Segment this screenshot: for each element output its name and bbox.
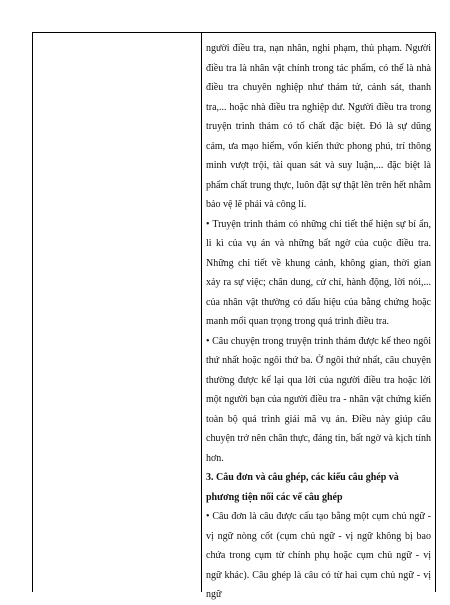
paragraph-investigator: người điều tra, nạn nhân, nghi phạm, thủ phạm. Người điều tra là nhân vật chính trong tác phẩm, có thể là nhà điều tra chuyên nghiệp như thám tử, cảnh sát, thanh tra,... hoặc nhà điều tra nghiệp dư. Người điều tra trong truyện trinh thám có tố chất đặc biệt. Đó là sự dũng cảm, ưa mạo hiểm, vốn kiến thức phong phú, trí thông minh vượt trội, tài quan sát và suy luận,... đặc biệt là phẩm chất trung thực, luôn đặt sự thật lên trên hết nhằm bảo vệ lẽ phải và công lí. [206,43,431,210]
paragraph-sentence-types: • Câu đơn là câu được cấu tạo bằng một cụm chủ ngữ - vị ngữ nòng cốt (cụm chủ ngữ - vị ngữ không bị bao chứa trong cụm từ chính phụ hoặc cụm chủ ngữ - vị ngữ khác). Câu ghép là câu có từ hai cụm chủ ngữ - vị ngữ [206,511,431,600]
paragraph-mystery-details: • Truyện trinh thám có những chi tiết thể hiện sự bí ẩn, li kì của vụ án và những bất ngờ của cuộc điều tra. Những chi tiết về khung cảnh, không gian, thời gian xảy ra sự việc; chân dung, cử chỉ, hành động, lời nói,... của nhân vật thường có dấu hiệu của bằng chứng hoặc manh mối quan trọng trong quá trình điều tra. [206,218,431,327]
left-column-cell [33,33,201,592]
paragraph-narration: • Câu chuyện trong truyện trinh thám được kể theo ngôi thứ nhất hoặc ngôi thứ ba. Ở ngôi thứ nhất, câu chuyện thường được kể lại qua lời của người điều tra hoặc lời một người bạn của người điều tra - nhân vật chứng kiến toàn bộ quá trình giải mã vụ án. Điều này giúp câu chuyện trở nên chân thực, đáng tin, bất ngờ và kịch tính hơn. [206,335,431,464]
right-column-cell [202,33,435,600]
content-table [32,32,436,600]
section-heading: 3. Câu đơn và câu ghép, các kiểu câu ghép và phương tiện nối các vế câu ghép [206,472,399,503]
